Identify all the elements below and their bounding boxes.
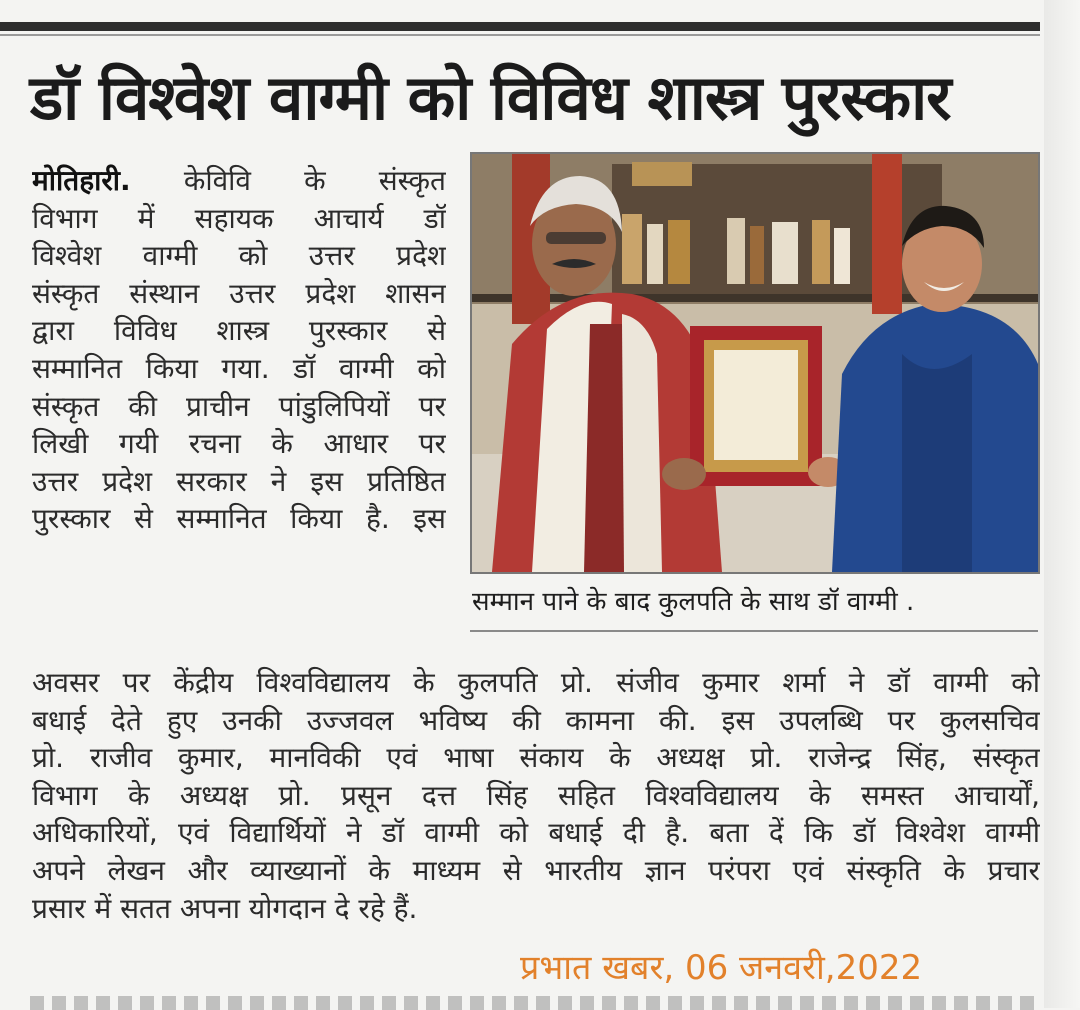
article-line: प्रो. राजीव कुमार, मानविकी एवं भाषा संकाय के अध्यक्ष प्रो. राजेन्द्र सिंह, संस्कृत — [32, 741, 1040, 775]
page-edge — [1044, 0, 1080, 1008]
article-line: मोतिहारी. केविवि के संस्कृत — [32, 164, 446, 197]
article-line: पुरस्कार से सम्मानित किया है. इस — [32, 502, 446, 536]
article-line-last: प्रसार में सतत अपना योगदान दे रहे हैं. — [32, 891, 418, 925]
article-line: विश्वेश वाग्मी को उत्तर प्रदेश — [32, 239, 446, 273]
article-line: द्वारा विविध शास्त्र पुरस्कार से — [32, 314, 446, 348]
article-dateline: मोतिहारी. — [32, 164, 131, 197]
previous-article-fragment — [30, 0, 1040, 12]
article-line: विभाग में सहायक आचार्य डॉ — [32, 201, 446, 235]
article-line: उत्तर प्रदेश सरकार ने इस प्रतिष्ठित — [32, 464, 446, 498]
article-line: अधिकारियों, एवं विद्यार्थियों ने डॉ वाग्मी को बधाई दी है. बता दें कि डॉ विश्वेश वाग्मी — [32, 816, 1040, 850]
article-line: संस्कृत संस्थान उत्तर प्रदेश शासन — [32, 276, 446, 310]
source-date-label: प्रभात खबर, 06 जनवरी,2022 — [520, 948, 923, 988]
article-headline: डॉ विश्वेश वाग्मी को विविध शास्त्र पुरस्कार — [30, 61, 951, 134]
article-full-width-text — [32, 664, 1040, 927]
photo-illustration — [472, 154, 1038, 572]
article-line: संस्कृत की प्राचीन पांडुलिपियों पर — [32, 389, 446, 423]
section-divider — [0, 22, 1040, 31]
photo-caption: सम्मान पाने के बाद कुलपति के साथ डॉ वाग्मी . — [472, 587, 915, 617]
article-column-text — [32, 162, 446, 538]
article-line: सम्मानित किया गया. डॉ वाग्मी को — [32, 351, 446, 385]
article-line: विभाग के अध्यक्ष प्रो. प्रसून दत्त सिंह सहित विश्वविद्यालय के समस्त आचार्यों, — [32, 778, 1040, 812]
caption-divider — [470, 630, 1038, 632]
article-photo — [470, 152, 1040, 574]
article-line: अवसर पर केंद्रीय विश्वविद्यालय के कुलपति प्रो. संजीव कुमार शर्मा ने डॉ वाग्मी को — [32, 666, 1040, 699]
article-line: बधाई देते हुए उनकी उज्जवल भविष्य की कामना की. इस उपलब्धि पर कुलसचिव — [32, 703, 1040, 737]
article-line: लिखी गयी रचना के आधार पर — [32, 427, 446, 461]
article-line: अपने लेखन और व्याख्यानों के माध्यम से भारतीय ज्ञान परंपरा एवं संस्कृति के प्रचार — [32, 853, 1040, 887]
section-divider-thin — [0, 34, 1040, 36]
